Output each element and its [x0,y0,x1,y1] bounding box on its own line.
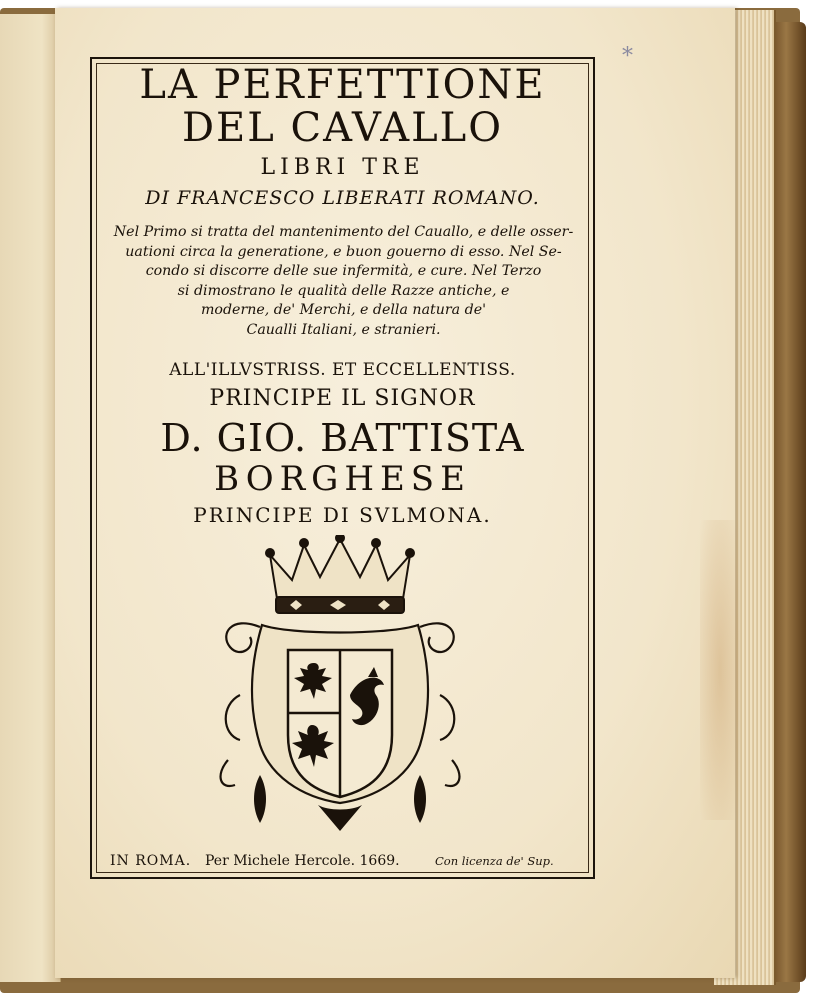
crown-icon [266,535,414,613]
subtitle: LIBRI TRE [260,155,425,180]
description-line: condo si discorre delle sue infermità, e cure. Nel Terzo [145,263,542,279]
description-line: si dimostrano le qualità delle Razze antiche, e [177,282,510,299]
paper-stain [700,520,740,820]
dedicatee-surname: BORGHESE [214,459,471,499]
library-mark: * [622,44,633,69]
dedicatee-name: D. GIO. BATTISTA [160,416,525,460]
coat-of-arms-woodcut [200,535,480,845]
imprint-license: Con licenza de' Sup. [435,854,554,868]
description [102,223,585,340]
description-line: moderne, de' Merchi, e della natura de' [200,302,487,318]
imprint [110,853,580,873]
description-line: Caualli Italiani, e stranieri. [246,321,441,338]
left-page-edge [0,14,61,982]
description-line: uationi circa la generatione, e buon gouerno di esso. Nel Se- [125,243,562,260]
title-line-2: DEL CAVALLO [181,105,504,151]
author-line: DI FRANCESCO LIBERATI ROMANO. [145,187,540,209]
dedication: ALL'ILLVSTRISS. ET ECCELLENTISS. [169,360,516,380]
imprint-printer: Per Michele Hercole. 1669. [205,853,400,869]
dedicatee-title: PRINCIPE IL SIGNOR [209,386,476,411]
imprint-place: IN ROMA. [110,853,192,869]
dedicatee-principality: PRINCIPE DI SVLMONA. [193,503,492,527]
description-line: Nel Primo si tratta del mantenimento del Cauallo, e delle osser- [113,224,574,240]
title-line-1: LA PERFETTIONE [139,62,546,108]
